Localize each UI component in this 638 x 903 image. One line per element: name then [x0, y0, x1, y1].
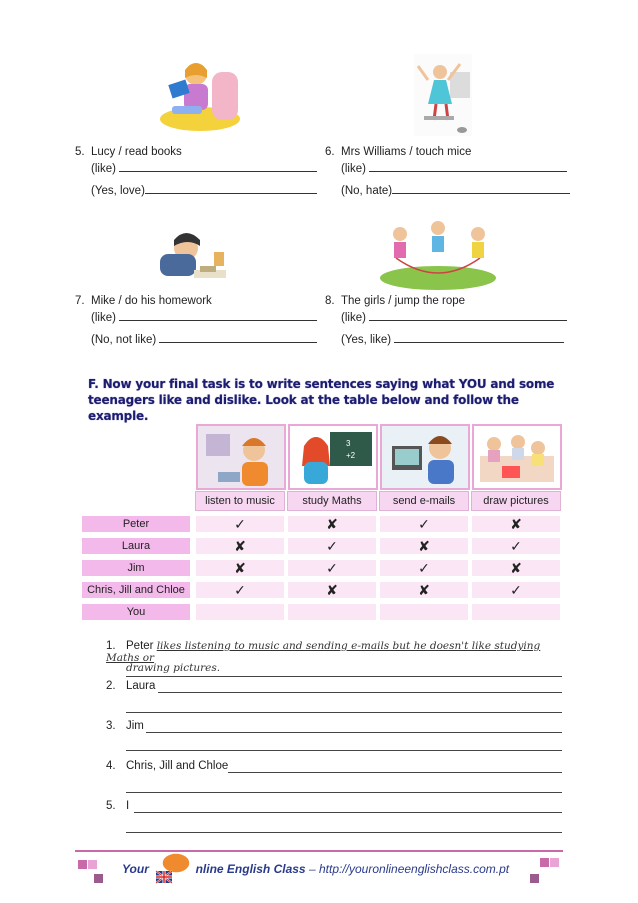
- draw-pictures-picture: [472, 424, 562, 490]
- answer-number: 1.: [106, 640, 116, 652]
- answer-number: 5.: [106, 800, 116, 812]
- prompt-like: (like): [91, 163, 116, 175]
- table-cell: ✓: [380, 516, 468, 532]
- exercise-6: [325, 144, 575, 199]
- answer-1: [106, 640, 566, 664]
- table-cell: ✓: [196, 582, 284, 598]
- answer-line[interactable]: [126, 792, 562, 793]
- answer-blank[interactable]: [119, 309, 317, 321]
- answer-4: [106, 760, 566, 772]
- column-header: send e-mails: [379, 491, 469, 511]
- lucy-reading-illustration: [152, 54, 242, 134]
- answer-2: [106, 680, 566, 692]
- table-cell: ✘: [380, 538, 468, 554]
- footer-url[interactable]: http://youronlineenglishclass.com.pt: [318, 862, 510, 876]
- column-header: study Maths: [287, 491, 377, 511]
- answer-line[interactable]: [228, 772, 562, 773]
- task-f-heading: F. Now your final task is to write sentences saying what YOU and some teenagers like and dislike. Look at the table below and follow the example.: [88, 377, 555, 423]
- answer-blank[interactable]: [119, 160, 317, 172]
- prompt-hint: (Yes, love): [91, 185, 145, 197]
- answer-1-continued: [126, 662, 562, 677]
- exercise-5: [75, 144, 325, 199]
- column-header: listen to music: [195, 491, 285, 511]
- answer-subject: I: [126, 800, 130, 812]
- answer-blank[interactable]: [369, 309, 567, 321]
- table-cell: ✓: [472, 582, 560, 598]
- send-emails-picture: [380, 424, 470, 490]
- exercise-number: 5.: [75, 146, 85, 158]
- svg-text:+2: +2: [346, 451, 356, 460]
- answer-blank[interactable]: [394, 331, 564, 343]
- footer-brand-your: Your: [122, 862, 149, 876]
- table-cell: ✘: [472, 516, 560, 532]
- listen-music-picture: [196, 424, 286, 490]
- answer-blank[interactable]: [369, 160, 567, 172]
- example-answer-line1: likes listening to music and sending e-mails but he doesn't like studying Maths or: [106, 640, 541, 664]
- mike-homework-illustration: [152, 226, 234, 284]
- exercise-7: [75, 293, 325, 348]
- exercise-number: 6.: [325, 146, 335, 158]
- answer-subject: Chris, Jill and Chloe: [126, 760, 229, 772]
- row-label: Jim: [82, 560, 190, 576]
- exercise-prompt: The girls / jump the rope: [341, 295, 466, 307]
- exercise-prompt: Mrs Williams / touch mice: [341, 146, 472, 158]
- answer-subject: Peter: [126, 640, 154, 652]
- table-cell: ✘: [196, 538, 284, 554]
- exercise-number: 8.: [325, 295, 335, 307]
- table-cell: ✓: [288, 560, 376, 576]
- answer-line[interactable]: [126, 832, 562, 833]
- answer-3: [106, 720, 566, 732]
- answer-number: 4.: [106, 760, 116, 772]
- footer-dash: –: [308, 862, 316, 876]
- exercise-prompt: Lucy / read books: [91, 146, 182, 158]
- table-cell: ✘: [380, 582, 468, 598]
- row-label: Chris, Jill and Chloe: [82, 582, 190, 598]
- answer-line[interactable]: [134, 812, 562, 813]
- table-cell-you[interactable]: [288, 604, 376, 620]
- table-cell: ✓: [196, 516, 284, 532]
- svg-text:3: 3: [346, 439, 351, 448]
- footer-divider: [75, 850, 563, 852]
- study-maths-picture: [288, 424, 378, 490]
- mrs-williams-mouse-illustration: [414, 54, 472, 136]
- prompt-hint: (No, hate): [341, 185, 393, 197]
- table-cell-you[interactable]: [196, 604, 284, 620]
- answer-blank[interactable]: [159, 331, 317, 343]
- table-cell-you[interactable]: [472, 604, 560, 620]
- answer-number: 3.: [106, 720, 116, 732]
- exercise-8: [325, 293, 575, 348]
- answer-line[interactable]: [146, 732, 562, 733]
- answer-line[interactable]: [158, 692, 562, 693]
- table-cell: ✓: [472, 538, 560, 554]
- column-header: draw pictures: [471, 491, 561, 511]
- answer-blank[interactable]: [392, 182, 570, 194]
- exercise-number: 7.: [75, 295, 85, 307]
- exercise-prompt: Mike / do his homework: [91, 295, 212, 307]
- footer-brand-name: nline English Class: [195, 862, 306, 876]
- answer-5: [106, 800, 566, 812]
- globe-logo-icon: [152, 851, 192, 887]
- answer-line[interactable]: [126, 712, 562, 713]
- table-cell: ✓: [380, 560, 468, 576]
- prompt-like: (like): [341, 312, 366, 324]
- table-cell: ✘: [196, 560, 284, 576]
- answer-blank[interactable]: [145, 182, 317, 194]
- row-label: Peter: [82, 516, 190, 532]
- prompt-hint: (No, not like): [91, 334, 157, 346]
- table-cell: ✘: [472, 560, 560, 576]
- row-label: Laura: [82, 538, 190, 554]
- prompt-hint: (Yes, like): [341, 334, 392, 346]
- girls-jump-rope-illustration: [378, 214, 496, 290]
- prompt-like: (like): [341, 163, 366, 175]
- answer-line[interactable]: [126, 750, 562, 751]
- example-answer-line2: drawing pictures.: [126, 662, 221, 674]
- answer-subject: Jim: [126, 720, 144, 732]
- table-cell-you[interactable]: [380, 604, 468, 620]
- answer-subject: Laura: [126, 680, 156, 692]
- table-cell: ✘: [288, 582, 376, 598]
- prompt-like: (like): [91, 312, 116, 324]
- footer-brand: [122, 862, 509, 876]
- table-cell: ✘: [288, 516, 376, 532]
- table-cell: ✓: [288, 538, 376, 554]
- row-label: You: [82, 604, 190, 620]
- answer-number: 2.: [106, 680, 116, 692]
